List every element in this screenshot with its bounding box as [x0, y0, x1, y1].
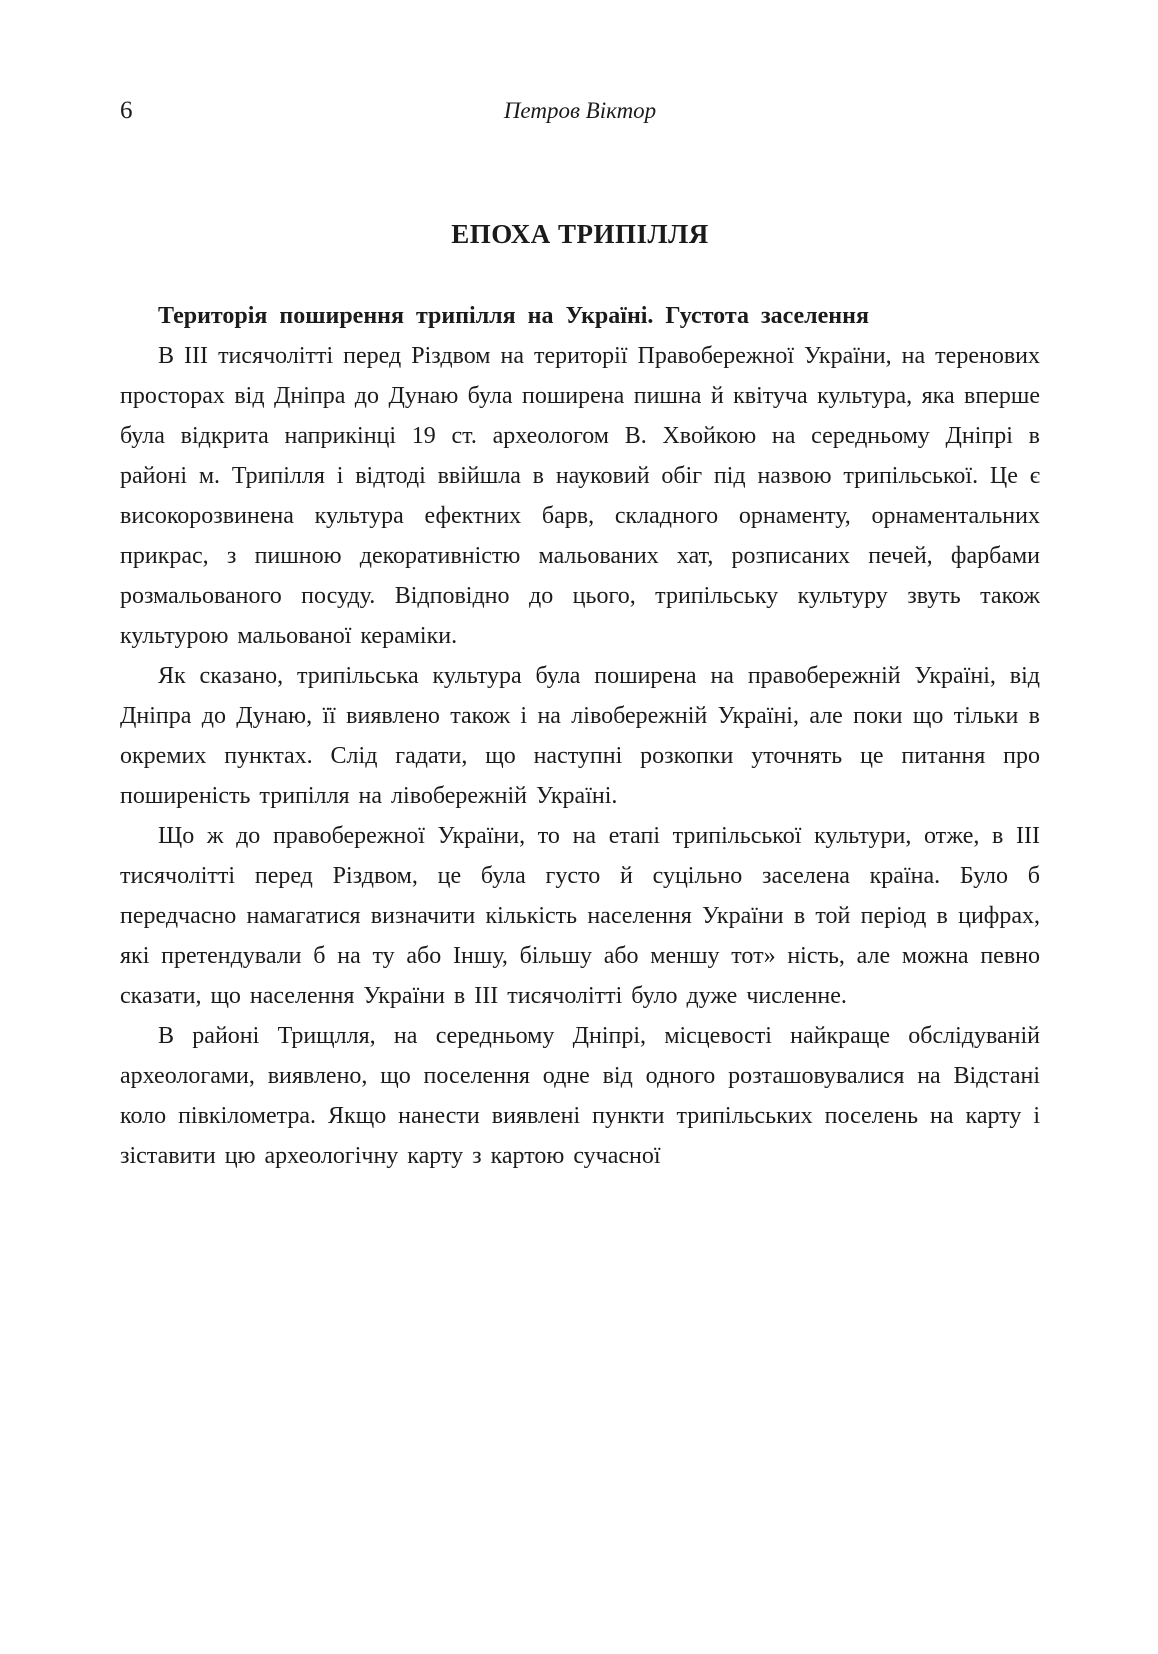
paragraph: В III тисячолітті перед Різдвом на території Правобережної України, на теренових просторах від Дніпра до Дунаю була поширена пишна й квітуча культура, яка вперше була відкрита наприкінці 19 ст. археологом В. Хвойкою на середньому Дніпрі в районі м. Трипілля і відтоді ввійшла в науковий обіг під назвою трипільської. Це є високорозвинена культура ефектних барв, складного орнаменту, орнаментальних прикрас, з пишною декоративністю мальованих хат, розписаних печей, фарбами розмальованого посуду. Відповідно до цього, трипільську культуру звуть також культурою мальованої кераміки.	[120, 343, 1040, 649]
paragraph: Що ж до правобережної України, то на етапі трипільської культури, отже, в III тисячолітті перед Різдвом, це була густо й суцільно заселена країна. Було б передчасно намагатися визначити кількість населення України в той період в цифрах, які претендували б на ту або Іншу, більшу або меншу тот» ність, але можна певно сказати, що населення України в III тисячолітті було дуже численне.	[120, 823, 1040, 1009]
paragraph: Як сказано, трипільська культура була поширена на правобережній Україні, від Дніпра до Дунаю, її виявлено також і на лівобережній Україні, але поки що тільки в окремих пунктах. Слід гадати, що наступні розкопки уточнять це питання про поширеність трипілля на лівобережній Україні.	[120, 663, 1040, 809]
running-header-author: Петров Віктор	[503, 98, 657, 123]
paragraph: В районі Трищлля, на середньому Дніпрі, місцевості найкраще обслідуваній археологами, виявлено, що поселення одне від одного розташовувалися на Відстані коло півкілометра. Якщо нанести виявлені пункти трипільських поселень на карту і зіставити цю археологічну карту з картою сучасної	[120, 1023, 1040, 1169]
running-header	[120, 95, 1040, 127]
chapter-title: ЕПОХА ТРИПІЛЛЯ	[451, 219, 709, 249]
section-heading: Територія поширення трипілля на Україні. Густота заселення	[158, 303, 869, 329]
page-number: 6	[120, 97, 133, 124]
